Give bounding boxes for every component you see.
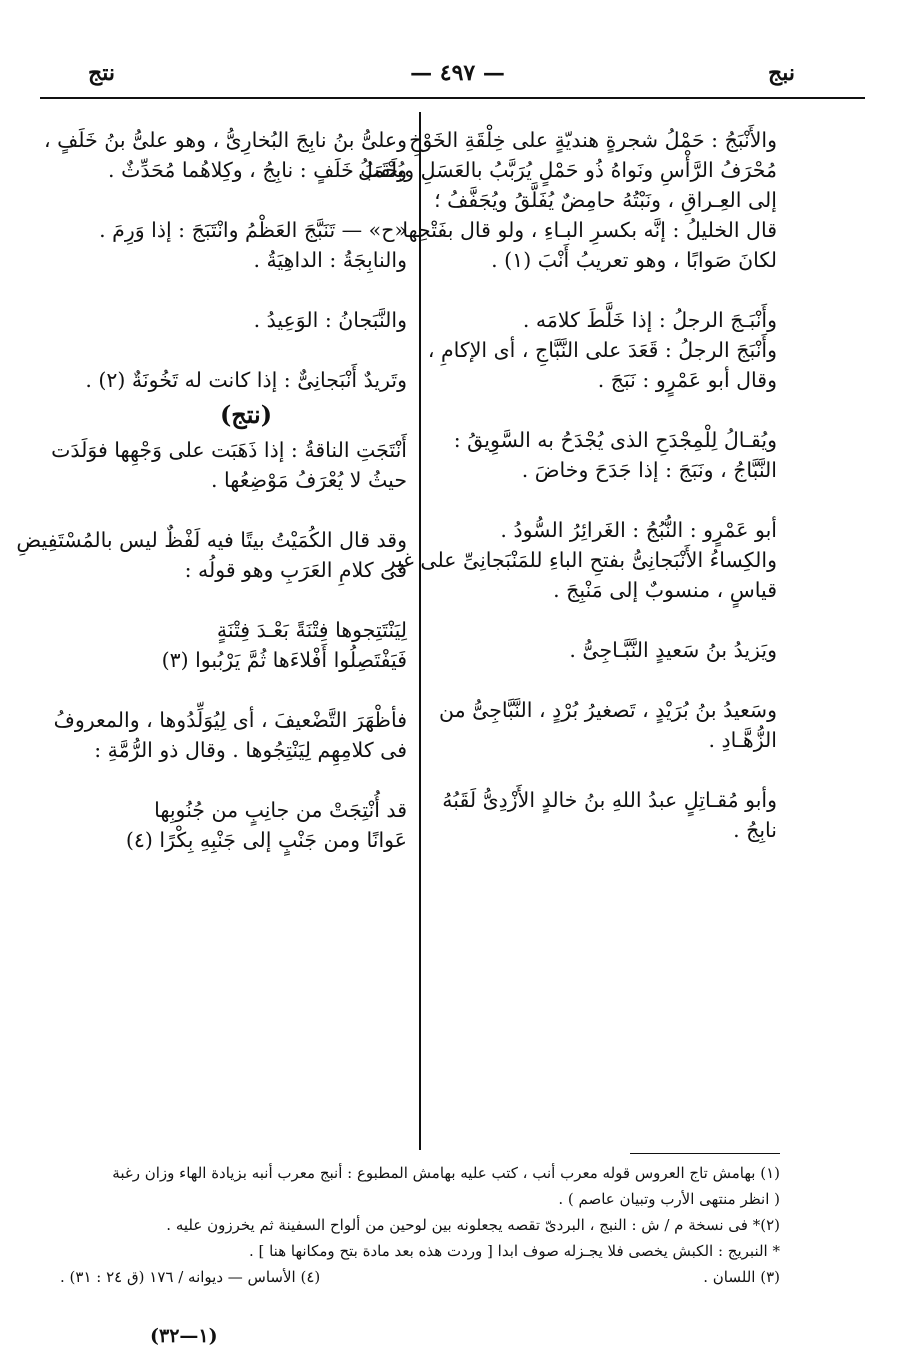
text-line: النَّبَّاجُ ، ونَبَجَ : إذا جَدَحَ وخاضَ .: [521, 458, 777, 482]
page-number: — ٤٩٧ —: [410, 60, 505, 86]
text-line: وتَريدٌ أَنْبَجانِىٌّ : إذا كانت له تَخُونَةٌ (٢) .: [85, 368, 407, 392]
text-line: نابِجُ .: [733, 818, 777, 842]
text-line: [85, 675, 407, 705]
text-line: [432, 275, 777, 305]
text-line: أَنْتَجَتِ الناقةُ : إذا ذَهَبَت على وَجْهِها فوَلَدَت: [51, 438, 407, 462]
text-line: [432, 665, 777, 695]
footnote-4: (٤) الأساس — ديوانه / ١٧٦ (ق ٢٤ : ٣١) .: [60, 1268, 321, 1286]
footnote-1-continued: ( انظر منتهى الأرب وتبيان عاصم ) .: [558, 1190, 780, 1208]
text-line: والنَّبَجانُ : الوَعِيدُ .: [253, 308, 407, 332]
poem-line: عَوانًا ومن جَنْبٍ إلى جَنْبِهِ بِكْرًا (٤): [125, 828, 407, 852]
text-line: والكِساءُ الأَنْبَجانِىُّ بفتحِ الباءِ للمَنْبَجانِىِّ على غير: [385, 548, 777, 572]
text-line: وقال أبو عَمْرٍو : نَبَجَ .: [597, 368, 777, 392]
text-line: [85, 495, 407, 525]
text-line: [432, 605, 777, 635]
text-line: ويُقـالُ لِلْمِجْدَحِ الذى يُجْدَحُ به السَّوِيقُ :: [453, 428, 777, 452]
text-line: فى كلامِ العَرَبِ وهو قولُه :: [184, 558, 407, 582]
text-line: [85, 275, 407, 305]
footnote-3: (٣) اللسان .: [703, 1268, 780, 1286]
text-line: وعلىُّ بنُ نابِجَ البُخارِىُّ ، وهو علىُّ بنُ خَلَفٍ ،: [43, 128, 407, 152]
text-line: [85, 765, 407, 795]
text-line: [432, 395, 777, 425]
left-column: [16, 125, 407, 855]
text-line: وسَعيدُ بنُ بُرَيْدٍ ، تَصغيرُ بُرْدٍ ، النَّبَّاجِىُّ من: [439, 698, 777, 722]
right-column: [357, 125, 777, 845]
footnote-2: (٢)* فى نسخة م / ش : النبج ، البردىّ تقصه يجعلونه بين لوحين من ألواح السفينة ثم يخرزون عليه .: [166, 1216, 780, 1234]
text-line: ويَزيدُ بنُ سَعيدٍ النَّبَّـاجِىُّ .: [569, 638, 777, 662]
text-line: فأظْهَرَ التَّضْعيفَ ، أى لِيُوَلِّدُوها ، والمعروفُ: [53, 708, 407, 732]
header-root-left: نتج: [88, 60, 115, 86]
footnotes: [60, 1160, 780, 1290]
header-rule: [40, 97, 865, 99]
text-line: [432, 485, 777, 515]
column-divider: [419, 112, 421, 1150]
header-root-right: نبج: [768, 60, 795, 86]
text-line: قياسٍ ، منسوبٌ إلى مَنْبِجَ .: [553, 578, 777, 602]
text-line: الزُّهَّـادِ .: [708, 728, 777, 752]
text-line: قال الخليلُ : إنَّه بكسرِ البـاءِ ، ولو قال بفَتْحِها: [402, 218, 777, 242]
footnote-1: (١) بهامش تاج العروس قوله معرب أنب ، كتب عليه بهامش المطبوع : أنبج معرب أنبه بزيادة الهاء وزان رغبة: [112, 1164, 780, 1182]
text-line: وأبو مُقـاتِلٍ عبدُ اللهِ بنُ خالدٍ الأَزْدِىُّ لَقَبُهُ: [442, 788, 777, 812]
footnote-row: [60, 1264, 780, 1290]
text-line: ولَقَبُ خَلَفٍ : نابِجُ ، وكِلاهُما مُحَدِّثٌ .: [108, 158, 407, 182]
text-line: وأَنْبَـجَ الرجلُ : إذا خَلَّطَ كلامَه .: [522, 308, 777, 332]
text-line: وقد قال الكُمَيْتُ بيتًا فيه لَفْظٌ ليس بالمُسْتَفِيضِ: [16, 528, 407, 552]
poem-line: قد أُنْتِجَتْ من جانِبٍ من جُنُوبِها: [154, 798, 407, 822]
footnote-rule: [630, 1153, 780, 1154]
poem-line: فَيَفْتَصِلُوا أَفْلاءَها ثُمَّ يَرْبُبوا (٣): [161, 648, 407, 672]
printer-signature: (١—٣٢): [150, 1325, 218, 1347]
text-line: إلى العِـراقِ ، ونَبْتُهُ حامِضٌ يُفَلَّقُ ويُجَفَّفُ ؛: [434, 188, 777, 212]
text-line: «ح» — تَنَبَّجَ العَظْمُ وانْتَبَجَ : إذا وَرِمَ .: [99, 218, 407, 242]
text-line: والأَنْبَجُ : حَمْلُ شجرةٍ هنديّةٍ على خِلْقَةِ الخَوْخِ: [409, 128, 777, 152]
text-line: مُحْرَفُ الرَّأْسِ ونَواهُ ذُو حَمْلٍ يُرَبَّبُ بالعَسَلِ ويُحْمَلُ: [357, 158, 777, 182]
text-line: أبو عَمْرٍو : النُّبُجُ : الغَرائِرُ السُّودُ .: [500, 518, 777, 542]
footnote-2-note: * النبريج : الكبش يخصى فلا يجـزله صوف ابدا [ وردت هذه بعد مادة بتح ومكانها هنا ] .: [248, 1242, 780, 1260]
section-heading: (نتج): [219, 400, 273, 429]
text-line: فى كلامِهِم لِيَنْتِجُوها . وقال ذو الرُّمَّةِ :: [94, 738, 407, 762]
text-line: حيثُ لا يُعْرَفُ مَوْضِعُها .: [211, 468, 407, 492]
text-line: [432, 755, 777, 785]
text-line: [85, 335, 407, 365]
text-line: والنابِجَةُ : الداهِيَةُ .: [253, 248, 407, 272]
text-line: [85, 585, 407, 615]
text-line: [85, 185, 407, 215]
poem-line: لِيَنْتَتِجوها فِتْنَةً بَعْـدَ فِتْنَةٍ: [216, 618, 407, 642]
text-line: لكانَ صَوابًا ، وهو تعريبُ أَنْبَ (١) .: [491, 248, 777, 272]
text-line: وأَنْبَجَ الرجلُ : قَعَدَ على النَّبَّاجِ ، أى الإكامِ ،: [427, 338, 777, 362]
